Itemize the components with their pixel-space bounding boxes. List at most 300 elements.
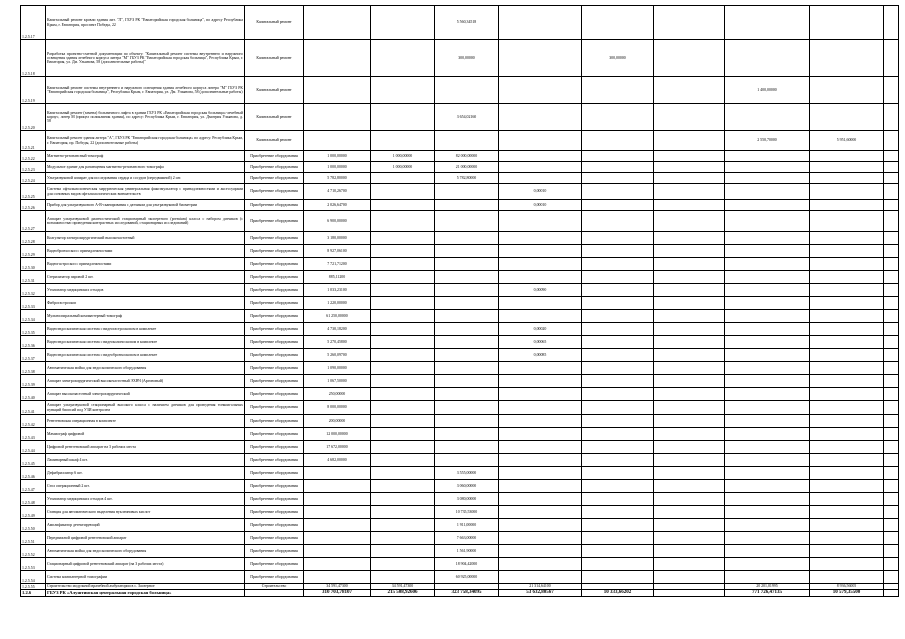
- row-id-cell: 1.2.5.45: [21, 454, 46, 467]
- value-cell: [582, 323, 654, 336]
- row-name-cell: Амплификатор детектирующий: [46, 519, 245, 532]
- row-type-cell: Приобретение оборудования: [245, 310, 304, 323]
- value-cell: [582, 173, 654, 184]
- value-cell: [435, 211, 499, 232]
- row-id-cell: 1.2.5.41: [21, 401, 46, 415]
- value-cell: 1 090,00000: [304, 362, 371, 375]
- row-type-cell: Капитальный ремонт: [245, 104, 304, 131]
- value-cell: 82 000,00000: [435, 151, 499, 162]
- value-cell: [884, 184, 899, 200]
- value-cell: 17 672,00000: [304, 441, 371, 454]
- value-cell: [810, 349, 884, 362]
- row-id-cell: 1.2.5.30: [21, 258, 46, 271]
- value-cell: [884, 506, 899, 519]
- table-body: [21, 6, 899, 597]
- row-name-cell: Система компьютерной томографии: [46, 571, 245, 584]
- value-cell: [654, 258, 725, 271]
- value-cell: [499, 506, 582, 519]
- value-cell: [725, 6, 810, 40]
- row-type-cell: Приобретение оборудования: [245, 200, 304, 211]
- table-row: [21, 506, 899, 519]
- value-cell: [499, 258, 582, 271]
- value-cell: [304, 77, 371, 104]
- value-cell: [499, 40, 582, 77]
- row-name-cell: Аппарат ультразвуковой диагностический стационарный экспертного (premium) класса с набором датчиков (с возможностью проведения контрастных исследований, стационарных исследований): [46, 211, 245, 232]
- value-cell: 5 782,80000: [435, 173, 499, 184]
- value-cell: [371, 297, 435, 310]
- value-cell: [810, 77, 884, 104]
- value-cell: [304, 467, 371, 480]
- table-row: [21, 428, 899, 441]
- value-cell: [810, 200, 884, 211]
- value-cell: [582, 532, 654, 545]
- value-cell: [371, 558, 435, 571]
- value-cell: 0,00020: [499, 323, 582, 336]
- row-name-cell: Станция для автоматического выделения нуклеиновых кислот: [46, 506, 245, 519]
- value-cell: [435, 77, 499, 104]
- value-cell: [884, 284, 899, 297]
- value-cell: [582, 184, 654, 200]
- value-cell: [371, 323, 435, 336]
- value-cell: [725, 284, 810, 297]
- value-cell: [435, 245, 499, 258]
- row-type-cell: Приобретение оборудования: [245, 545, 304, 558]
- value-cell: [654, 428, 725, 441]
- row-name-cell: Аппарат ультразвуковой стационарный высокого класса с наличием датчиков для проведения тонкоигольных пункций биопсий под УЗИ контролем: [46, 401, 245, 415]
- value-cell: [884, 232, 899, 245]
- value-cell: [810, 336, 884, 349]
- value-cell: 21 000,00000: [435, 162, 499, 173]
- value-cell: [654, 519, 725, 532]
- value-cell: [725, 271, 810, 284]
- value-cell: [884, 6, 899, 40]
- summary-value-cell: 310 703,78107: [304, 590, 371, 597]
- row-type-cell: Приобретение оборудования: [245, 480, 304, 493]
- value-cell: [304, 104, 371, 131]
- value-cell: 2 550,70000: [725, 131, 810, 151]
- summary-value-cell: 10 579,35500: [810, 590, 884, 597]
- value-cell: [582, 77, 654, 104]
- value-cell: [810, 104, 884, 131]
- value-cell: [499, 362, 582, 375]
- value-cell: [371, 184, 435, 200]
- value-cell: [884, 362, 899, 375]
- value-cell: [884, 258, 899, 271]
- row-name-cell: Видеоэндоскопическая система с видеоколоноскопом в комплекте: [46, 336, 245, 349]
- value-cell: 5 951,60000: [810, 131, 884, 151]
- row-name-cell: Капитальный ремонт здания литера "А", ГБУЗ РК "Евпаторийская городская больница» по адресу: Республика Крым, г. Евпатория, пр. Победы, 22 (дополнительные работы): [46, 131, 245, 151]
- value-cell: [654, 441, 725, 454]
- value-cell: 12 000,00000: [304, 428, 371, 441]
- value-cell: 3 555,00000: [435, 467, 499, 480]
- value-cell: 1 067,50000: [304, 375, 371, 388]
- value-cell: [725, 375, 810, 388]
- value-cell: [582, 388, 654, 401]
- row-id-cell: 1.2.5.22: [21, 151, 46, 162]
- row-name-cell: Фиброгастроскоп: [46, 297, 245, 310]
- row-type-cell: Приобретение оборудования: [245, 297, 304, 310]
- table-row: [21, 415, 899, 428]
- value-cell: [725, 401, 810, 415]
- value-cell: [810, 480, 884, 493]
- value-cell: [654, 131, 725, 151]
- value-cell: [435, 388, 499, 401]
- table-row: [21, 401, 899, 415]
- value-cell: [884, 415, 899, 428]
- row-type-cell: Строительство: [245, 584, 304, 590]
- value-cell: [654, 284, 725, 297]
- value-cell: [654, 467, 725, 480]
- value-cell: [884, 151, 899, 162]
- row-id-cell: 1.2.5.23: [21, 162, 46, 173]
- row-id-cell: 1.2.5.34: [21, 310, 46, 323]
- value-cell: [435, 428, 499, 441]
- value-cell: [654, 271, 725, 284]
- row-name-cell: Модульное здание для размещения магнитно-резонансного томографа: [46, 162, 245, 173]
- value-cell: [725, 162, 810, 173]
- table-row: [21, 104, 899, 131]
- value-cell: [582, 6, 654, 40]
- value-cell: [435, 310, 499, 323]
- value-cell: [499, 558, 582, 571]
- value-cell: 3 180,00000: [304, 232, 371, 245]
- value-cell: [654, 151, 725, 162]
- table-row: [21, 362, 899, 375]
- value-cell: [884, 271, 899, 284]
- value-cell: [371, 441, 435, 454]
- value-cell: [725, 245, 810, 258]
- value-cell: [654, 506, 725, 519]
- value-cell: [371, 388, 435, 401]
- value-cell: [884, 545, 899, 558]
- value-cell: [582, 336, 654, 349]
- value-cell: 0,00065: [499, 336, 582, 349]
- value-cell: [810, 375, 884, 388]
- value-cell: 4 682,00000: [304, 454, 371, 467]
- value-cell: [884, 388, 899, 401]
- value-cell: [435, 362, 499, 375]
- value-cell: [654, 454, 725, 467]
- value-cell: [725, 258, 810, 271]
- value-cell: [499, 401, 582, 415]
- value-cell: [582, 506, 654, 519]
- value-cell: [884, 375, 899, 388]
- value-cell: [371, 104, 435, 131]
- value-cell: [435, 336, 499, 349]
- value-cell: [435, 232, 499, 245]
- value-cell: [810, 454, 884, 467]
- value-cell: [810, 441, 884, 454]
- value-cell: [725, 232, 810, 245]
- value-cell: [810, 245, 884, 258]
- row-name-cell: Капитальный ремонт системы внутреннего и наружного освещения здания лечебного корпуса литера "М" ГБУЗ РК "Евпаторийская городская больница", Республика Крым, г. Евпатория, ул. Дм. Ульянова, 58 (дополнительные работы): [46, 77, 245, 104]
- value-cell: [810, 40, 884, 77]
- value-cell: 8 936,56005: [810, 584, 884, 590]
- value-cell: [371, 258, 435, 271]
- row-name-cell: Строительство модульной врачебной амбулатории в с. Заозерное: [46, 584, 245, 590]
- row-id-cell: 1.2.5.44: [21, 441, 46, 454]
- value-cell: [884, 480, 899, 493]
- value-cell: 5 782,80000: [304, 173, 371, 184]
- row-name-cell: Утилизатор медицинских отходов 4 шт.: [46, 493, 245, 506]
- row-id-cell: 1.2.5.40: [21, 388, 46, 401]
- value-cell: [884, 571, 899, 584]
- value-cell: [725, 310, 810, 323]
- value-cell: [725, 467, 810, 480]
- value-cell: [304, 40, 371, 77]
- value-cell: [304, 519, 371, 532]
- value-cell: [582, 131, 654, 151]
- table-row: [21, 441, 899, 454]
- value-cell: [371, 519, 435, 532]
- value-cell: 1 000,00000: [371, 151, 435, 162]
- value-cell: [499, 375, 582, 388]
- row-name-cell: Магнитно-резонансный томограф: [46, 151, 245, 162]
- value-cell: [654, 349, 725, 362]
- row-id-cell: 1.2.5.51: [21, 532, 46, 545]
- row-type-cell: Приобретение оборудования: [245, 284, 304, 297]
- value-cell: [884, 532, 899, 545]
- row-type-cell: Приобретение оборудования: [245, 532, 304, 545]
- table-row: [21, 467, 899, 480]
- row-type-cell: Приобретение оборудования: [245, 151, 304, 162]
- row-id-cell: 1.2.5.46: [21, 467, 46, 480]
- value-cell: [725, 415, 810, 428]
- table-row: [21, 232, 899, 245]
- value-cell: [884, 428, 899, 441]
- value-cell: [582, 401, 654, 415]
- value-cell: [654, 162, 725, 173]
- value-cell: [725, 506, 810, 519]
- table-row: [21, 297, 899, 310]
- row-id-cell: 1.2.5.53: [21, 558, 46, 571]
- value-cell: [884, 336, 899, 349]
- value-cell: [371, 454, 435, 467]
- row-id-cell: 1.2.5.19: [21, 77, 46, 104]
- value-cell: [371, 173, 435, 184]
- value-cell: [654, 375, 725, 388]
- row-name-cell: Стационарный цифровой рентгеновский аппарат (на 3 рабочих места): [46, 558, 245, 571]
- value-cell: [725, 211, 810, 232]
- value-cell: 3 654,02160: [435, 104, 499, 131]
- value-cell: [810, 506, 884, 519]
- value-cell: [435, 297, 499, 310]
- value-cell: [654, 362, 725, 375]
- value-cell: [304, 131, 371, 151]
- value-cell: 8 000,00000: [304, 401, 371, 415]
- row-type-cell: Приобретение оборудования: [245, 211, 304, 232]
- value-cell: [371, 362, 435, 375]
- value-cell: [499, 480, 582, 493]
- value-cell: [654, 245, 725, 258]
- value-cell: [810, 297, 884, 310]
- row-id-cell: 1.2.5.17: [21, 6, 46, 40]
- value-cell: [371, 40, 435, 77]
- row-name-cell: Видеоэндоскопическая система с видеогастроскопом в комплекте: [46, 323, 245, 336]
- value-cell: [810, 532, 884, 545]
- value-cell: 1 033,23100: [304, 284, 371, 297]
- table-row: [21, 349, 899, 362]
- table-row: [21, 245, 899, 258]
- value-cell: [499, 271, 582, 284]
- row-type-cell: Приобретение оборудования: [245, 415, 304, 428]
- value-cell: [371, 6, 435, 40]
- value-cell: [435, 441, 499, 454]
- table-row: [21, 258, 899, 271]
- row-id-cell: 1.2.5.38: [21, 362, 46, 375]
- row-id-cell: 1.2.5.18: [21, 40, 46, 77]
- row-id-cell: 1.2.5.31: [21, 271, 46, 284]
- value-cell: [499, 532, 582, 545]
- value-cell: [654, 532, 725, 545]
- value-cell: 0,00090: [499, 284, 582, 297]
- value-cell: [582, 558, 654, 571]
- value-cell: [435, 349, 499, 362]
- value-cell: 60 925,00000: [435, 571, 499, 584]
- row-type-cell: Приобретение оборудования: [245, 454, 304, 467]
- value-cell: 7 663,00000: [435, 532, 499, 545]
- value-cell: 2 026,64700: [304, 200, 371, 211]
- value-cell: [654, 173, 725, 184]
- value-cell: [884, 454, 899, 467]
- table-row: [21, 77, 899, 104]
- value-cell: [884, 310, 899, 323]
- budget-table: [20, 5, 899, 597]
- table-row: [21, 200, 899, 211]
- row-id-cell: 1.2.5.24: [21, 173, 46, 184]
- row-id-cell: 1.2.5.49: [21, 506, 46, 519]
- value-cell: [810, 571, 884, 584]
- row-name-cell: Система офтальмологическая хирургическая универсальная факоэмульгатор с принадлежностями и аксессуарами для основных видов офтальмологических вмешательств: [46, 184, 245, 200]
- row-type-cell: Приобретение оборудования: [245, 173, 304, 184]
- row-type-cell: Приобретение оборудования: [245, 519, 304, 532]
- value-cell: [810, 151, 884, 162]
- row-type-cell: Приобретение оборудования: [245, 336, 304, 349]
- row-id-cell: 1.2.5.27: [21, 211, 46, 232]
- row-type-cell: Приобретение оборудования: [245, 467, 304, 480]
- value-cell: [725, 388, 810, 401]
- value-cell: [810, 6, 884, 40]
- row-type-cell: Приобретение оборудования: [245, 349, 304, 362]
- value-cell: [435, 375, 499, 388]
- summary-value-cell: [884, 590, 899, 597]
- value-cell: [304, 532, 371, 545]
- value-cell: [810, 184, 884, 200]
- row-name-cell: Видеобронхоскоп с принадлежностями: [46, 245, 245, 258]
- value-cell: [499, 310, 582, 323]
- table-row: [21, 310, 899, 323]
- value-cell: 0,00010: [499, 184, 582, 200]
- value-cell: 20 201,01995: [725, 584, 810, 590]
- value-cell: [884, 104, 899, 131]
- value-cell: [371, 480, 435, 493]
- table-row: [21, 6, 899, 40]
- value-cell: [582, 519, 654, 532]
- value-cell: [810, 558, 884, 571]
- value-cell: [810, 271, 884, 284]
- value-cell: [725, 428, 810, 441]
- row-type-cell: Приобретение оборудования: [245, 362, 304, 375]
- row-type-cell: Приобретение оборудования: [245, 162, 304, 173]
- value-cell: [582, 480, 654, 493]
- value-cell: 34 591,47300: [371, 584, 435, 590]
- table-row: [21, 519, 899, 532]
- value-cell: [884, 441, 899, 454]
- value-cell: 0,00085: [499, 349, 582, 362]
- value-cell: 200,00000: [304, 415, 371, 428]
- row-id-cell: 1.2.5.33: [21, 297, 46, 310]
- table-row: [21, 211, 899, 232]
- value-cell: 300,00000: [582, 40, 654, 77]
- summary-type-cell: [245, 590, 304, 597]
- row-name-cell: Утилизатор медицинских отходов: [46, 284, 245, 297]
- table-row: [21, 454, 899, 467]
- row-type-cell: Приобретение оборудования: [245, 493, 304, 506]
- value-cell: [725, 151, 810, 162]
- value-cell: [810, 310, 884, 323]
- value-cell: 61 250,00000: [304, 310, 371, 323]
- value-cell: [654, 558, 725, 571]
- value-cell: [582, 375, 654, 388]
- value-cell: [371, 284, 435, 297]
- value-cell: [725, 297, 810, 310]
- value-cell: [582, 297, 654, 310]
- table-row: [21, 323, 899, 336]
- table-row: [21, 40, 899, 77]
- value-cell: [582, 162, 654, 173]
- value-cell: [654, 323, 725, 336]
- row-type-cell: Приобретение оборудования: [245, 323, 304, 336]
- value-cell: [654, 571, 725, 584]
- table-row: [21, 271, 899, 284]
- row-id-cell: 1.2.5.32: [21, 284, 46, 297]
- value-cell: [654, 493, 725, 506]
- value-cell: [654, 184, 725, 200]
- value-cell: [725, 40, 810, 77]
- row-name-cell: Мультиспиральный компьютерный томограф: [46, 310, 245, 323]
- value-cell: [371, 349, 435, 362]
- value-cell: [654, 401, 725, 415]
- row-id-cell: 1.2.5.54: [21, 571, 46, 584]
- table-row: [21, 480, 899, 493]
- value-cell: [435, 284, 499, 297]
- summary-value-cell: [654, 590, 725, 597]
- value-cell: 21 314,64100: [499, 584, 582, 590]
- value-cell: [654, 40, 725, 77]
- value-cell: 5 260,09700: [304, 349, 371, 362]
- value-cell: 34 591,47300: [304, 584, 371, 590]
- value-cell: 0,00010: [499, 200, 582, 211]
- row-name-cell: Коагулятор электрохирургический высокочастотный: [46, 232, 245, 245]
- row-id-cell: 1.2.5.39: [21, 375, 46, 388]
- value-cell: [371, 493, 435, 506]
- value-cell: [654, 545, 725, 558]
- value-cell: [725, 200, 810, 211]
- value-cell: [582, 362, 654, 375]
- value-cell: [371, 428, 435, 441]
- value-cell: [582, 200, 654, 211]
- value-cell: [499, 428, 582, 441]
- value-cell: [725, 184, 810, 200]
- value-cell: [884, 323, 899, 336]
- value-cell: [499, 388, 582, 401]
- value-cell: [725, 173, 810, 184]
- row-name-cell: Капитальный ремонт кровли здания лит. "Л", ГБУЗ РК "Евпаторийская городская больница", по адресу Республика Крым, г. Евпатория, проспект Победы, 22: [46, 6, 245, 40]
- budget-table-sheet: [20, 5, 898, 597]
- value-cell: [725, 104, 810, 131]
- value-cell: [810, 323, 884, 336]
- value-cell: [810, 415, 884, 428]
